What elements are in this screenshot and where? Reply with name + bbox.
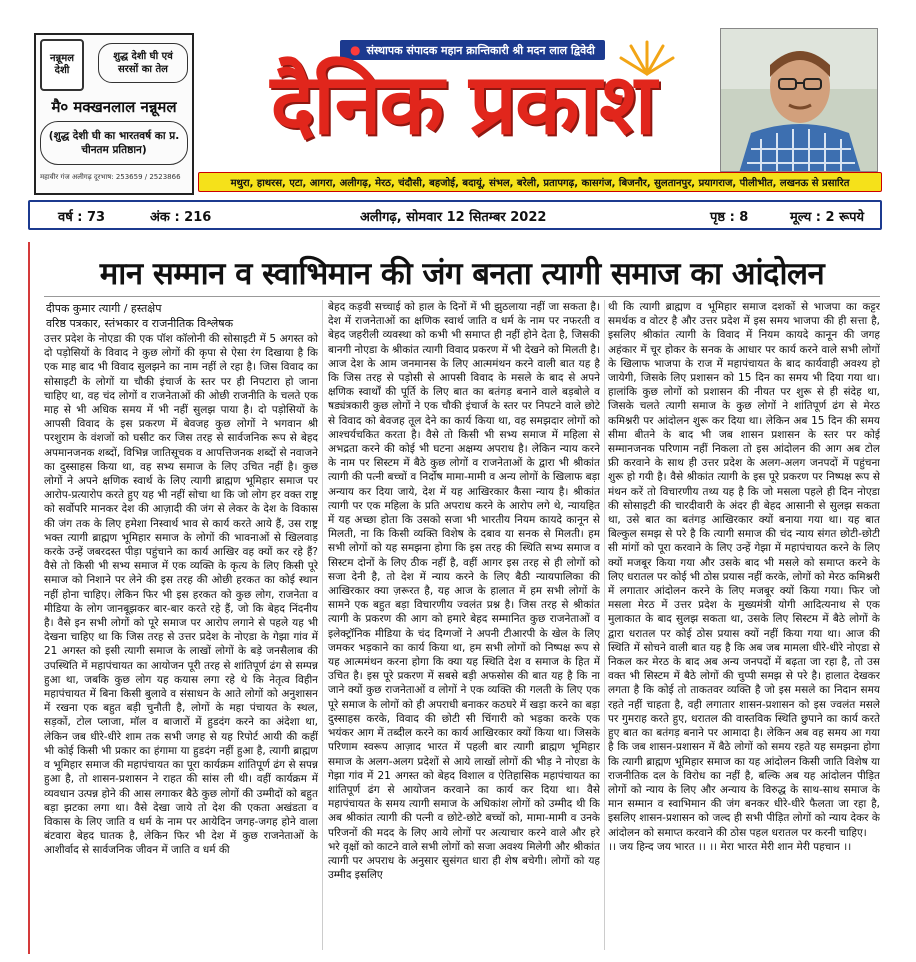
closing-slogan: ।। जय हिन्द जय भारत ।। ।। मेरा भारत मेरी शान मेरी पहचान ।।	[608, 840, 852, 853]
author-name: दीपक कुमार त्यागी / हस्तक्षेप	[46, 302, 162, 315]
column-3-text: थी कि त्यागी ब्राह्मण व भूमिहार समाज दशकों से भाजपा का कट्टर समर्थक व वोटर है और उत्तर प्रदेश में इस समय भाजपा की ही सत्ता है, इसलिए श्रीकांत त्यागी के विवाद में नियम कायदे कानून की जगह अहंकार में चूर होकर के सनक के आधार पर कार्य करने वाले सभी लोगों के खिलाफ भाजपा के राज में महापंचायत के बाद कार्यवाही अवश्य हो जायेगी, जिसके लिए प्रशासन को 15 दिन का समय भी दिया गया था। हालांकि कुछ लोगों को प्रशासन की नीयत पर शुरू से ही संदेह था, जिसके चलते त्यागी समाज के कुछ लोगों ने शांतिपूर्ण ढंग से मेरठ कमिश्नरी पर आंदोलन शुरू कर दिया था। लेकिन अब 15 दिन की समय सीमा बीतने के बाद भी जब शासन प्रशासन के स्तर पर कोई सम्मानजनक परिणाम नहीं निकला तो इस आंदोलन की आग अब टोल फ्री करवाने के साथ ही उत्तर प्रदेश के अलग-अलग जनपदों में पहुंचना शुरू हो गयी है। वैसे श्रीकांत त्यागी के इस पूरे प्रकरण पर निष्पक्ष रूप से मंथन करें तो विचारणीय तथ्य यह है कि जो मसला पहले ही दिन नोएडा की सोसाइटी की चारदीवारी के अंदर ही बेहद आसानी से सुलझ सकता था, उसे बात का बतंगड़ आखिरकार क्यों बनाया गया था। यह बात बिल्कुल समझ से परे है कि त्यागी समाज की चंद न्याय संगत छोटी-छोटी सी मांगों को पूरा करवाने के लिए उन्हें गेझा में महापंचायत करने के लिए क्यों मजबूर किया गया और उसके बाद भी मसले को समाप्त करने के लिए धरातल पर कोई भी ठोस प्रयास नहीं करके, लोगों को मेरठ कमिश्नरी में लगातार आंदोलन करने के लिए मजबूर क्यों किया गया। फिर जो मसला मेरठ में उत्तर प्रदेश के मुख्यमंत्री योगी आदित्यनाथ से एक मुलाकात के बाद सुलझ सकता था, उसके लिए सिस्टम में बैठे लोगों के द्वारा धरातल पर कोई ठोस प्रयास क्यों नहीं किया गया था। आज की स्थिति में सोचने वाली बात यह है कि अब जब मामला धीरे-धीरे नोएडा से निकल कर मेरठ के बाद अब अन्य जनपदों में बढ़ता जा रहा है, तो उस वक्त भी सिस्टम में बैठे लोगों की चुप्पी समझ से परे है। हालात देखकर लगता है कि कोई तो ताकतवर व्यक्ति है जो इस मसले का निदान समय रहते नहीं चाहता है, वही लगातार शासन-प्रशासन को इस ज्वलंत मसले पर गुमराह करते हुए, धरातल की वास्तविक स्थिति छुपाने का कार्य करते हुए बात का बतंगड़ बनाने पर आमादा है। लेकिन अब वह समय आ गया है कि जब शासन-प्रशासन में बैठे लोगों को समय रहते यह समझना होगा कि त्यागी ब्राह्मण भूमिहार समाज का यह आंदोलन किसी जाति विशेष या राजनीतिक दल के विरोध का नहीं है, बल्कि अब यह आंदोलन पीड़ित लोगों को न्याय के लिए और अन्याय के विरुद्ध के साथ-साथ समाज के मान सम्मान व स्वाभिमान की जंग बनकर धीरे-धीरे फैलता जा रहा है, इसलिए शासन-प्रशासन को जल्द ही सभी पीड़ित लोगों को न्याय देकर के आंदोलन को समाप्त करवाने की ठोस पहल धरातल पर करनी चाहिए।	[608, 301, 880, 839]
tag-line-1: शुद्ध देशी घी एवं	[113, 51, 173, 62]
byline	[46, 302, 316, 331]
newspaper-title: दैनिक प्रकाश	[270, 55, 655, 153]
logo-line-1: नन्नूमल	[49, 53, 74, 64]
tag-line-2: सरसों का तेल	[118, 64, 168, 75]
article-column-1	[44, 332, 318, 950]
founder-text: संस्थापक संपादक महान क्रान्तिकारी श्री मदन लाल द्विवेदी	[366, 43, 595, 57]
headline-divider	[44, 296, 880, 297]
circulation-cities: मथुरा, हाथरस, एटा, आगरा, अलीगढ़, मेरठ, चंदौसी, बहजोई, बदायूं, संभल, बरेली, प्रतापगढ़, कासगंज, बिजनौर, सुलतानपुर, प्रयागराज, पीलीभीत, लखनऊ से प्रसारित	[198, 172, 882, 192]
ad-address: महावीर गंज अलीगढ़ दूरभाष: 253659 / 2523866	[40, 173, 181, 181]
margin-rule	[28, 242, 30, 954]
price-label: मूल्य : 2 रूपये	[790, 210, 865, 225]
column-1-text: उत्तर प्रदेश के नोएडा की एक पॉश कॉलोनी की सोसाइटी में 5 अगस्त को दो पड़ोसियों के विवाद ने कुछ लोगों की कृपा से ऐसा रंग दिखाया है कि एक माह बाद भी विवाद सुलझने का नाम नहीं ले रहा है। जिस विवाद का सोसाइटी के लोगों या चौकी इंचार्ज के स्तर पर ही निपटारा हो जाना चाहिए था, वह चंद लोगों व राजनेताओं की ओछी राजनीति के चलते एक माह से भी अधिक समय में भी नहीं सुलझ पाया है। दो पड़ोसियों के आपसी विवाद के इस प्रकरण में बेवजह कुछ लोगों ने भगवान श्री परशुराम के वंशजों को घसीट कर जिस तरह से सार्वजनिक रूप से बेहद अपमानजनक शब्दों, विभिन्न जातिसूचक व आपत्तिजनक शब्दों से नवाजने का दुस्साहस किया था, वह सभ्य समाज के लिए उचित नहीं है। कुछ लोगों ने अपने क्षणिक स्वार्थ के लिए त्यागी ब्राह्मण भूमिहार समाज पर आरोप-प्रत्यारोप करते हुए यह भी नहीं सोचा था कि जो लोग हर वक्त राष्ट्र को सर्वोपरि मानकर देश की आज़ादी की जंग से लेकर के देश के विकास की जंग तक के लिए हमेशा निस्वार्थ भाव से कार्य करते आये हैं, उस राष्ट्र भक्त त्यागी ब्राह्मण भूमिहार समाज के लोगों की भावनाओं से खिलवाड़ करके उन्हें जबरदस्त पीड़ा पहुंचाने का कार्य आखिर वह क्यों कर रहे हैं? वैसे तो किसी भी सभ्य समाज में एक व्यक्ति के कृत्य के लिए किसी पूरे समाज को निशाने पर लेने की इस तरह की ओछी हरकत का कोई स्थान नहीं होना चाहिए। लेकिन फिर भी इस हरकत को कुछ लोग, राजनेता व मीडिया के लोग जानबूझकर बार-बार करते रहे हैं, जो कि बेहद निंदनीय है। वैसे इन सभी लोगों को पूरे समाज पर आरोप लगाने से पहले यह भी देखना चाहिए था कि जिस तरह से उत्तर प्रदेश के नोएडा के गेझा गांव में 21 अगस्त को इसी त्यागी समाज के लाखों लोगों के बड़े जनसैलाब की उपस्थिति में महापंचायत का आयोजन पूरी तरह से शांतिपूर्ण ढंग से सम्पन्न हुआ था, जबकि कुछ लोग यह कयास लगा रहे थे कि नेतृत्व विहीन महापंचायत में बिना किसी बुलावे व संसाधन के आते लोगों को अनुशासन में रखना एक बहुत बड़ी चुनौती है, लोगों के महा पंचायत के स्थल, सड़कों, टोल प्लाजा, मॉल व बाजारों में हुडदंग करने का अंदेशा था, लेकिन जब धीरे-धीरे शाम तक सभी जगह से यह रिपोर्ट आयी की कहीं भी कोई किसी भी प्रकार का हंगामा या हुडदंग नहीं हुआ है, त्यागी ब्राह्मण व भूमिहार समाज की महापंचायत का पूरा कार्यक्रम शांतिपूर्ण ढंग से सपन्न हुआ है, तो शासन-प्रशासन ने राहत की सांस ली थी। वहीं कार्यक्रम में व्यवधान उत्पन्न होने की आस लगाकर बैठे कुछ लोगों की उम्मीदों को बहुत बड़ा झटका लगा था। वैसे देखा जाये तो देश की एकता अखंडता व विकास के लिए जाति व धर्म के नाम पर आयेदिन जगह-जगह होने वाला बंटवारा बेहद घातक है, लेकिन फिर भी देश में कुछ राजनेताओं के आशीर्वाद से सार्वजनिक जीवन में जाति व धर्म की	[44, 333, 318, 857]
slogan-line-1: (शुद्ध देशी घी का भारतवर्ष का प्र.	[48, 129, 180, 142]
author-photo	[720, 28, 878, 172]
ad-slogan	[40, 121, 188, 165]
article-column-3	[608, 300, 880, 950]
logo-line-2: देशी	[54, 65, 70, 76]
column-divider	[322, 300, 323, 950]
masthead	[0, 0, 916, 238]
issue-number: अंक : 216	[150, 210, 212, 225]
column-2-text: बेहद कड़वी सच्चाई को हाल के दिनों में भी झुठलाया नहीं जा सकता है। देश में राजनेताओं का क्षणिक स्वार्थ जाति व धर्म के नाम पर नफरती व बेहद जहरीली व्यवस्था को कभी भी समाप्त ही नहीं होने देता है, जिसकी बानगी नोएडा के श्रीकांत त्यागी विवाद प्रकरण में भी देखने को मिलती है। आज देश के आम जनमानस के लिए आत्ममंथन करने वाली बात यह है कि जिस तरह से पड़ोसी से आपसी विवाद के मसले के बाद से अपने क्षणिक स्वार्थों की पूर्ति के लिए बात का बतंगड़ बनाने वाले बड़बोले व षड्यंत्रकारी कुछ लोगों ने एक चौकी इंचार्ज के स्तर पर निपटने वाले छोटे से विवाद को बेवजह तूल देने का कार्य किया था, वह समझदार लोगों को आश्चर्यचकित करता है। वैसे तो किसी भी सभ्य समाज में महिला से अभद्रता करने की कोई भी घटना अक्षम्य अपराध है। लेकिन न्याय करने के नाम पर सिस्टम में बैठे कुछ लोगों व राजनेताओं के द्वारा भी श्रीकांत त्यागी की पत्नी बच्चों व निर्दोष मामा-मामी व अन्य लोगों के खिलाफ बड़ा अन्याय कर दिया जाये, देश में यह आखिरकार कैसा न्याय है। श्रीकांत त्यागी पर एक महिला के प्रति अपराध करने के आरोप लगे थे, न्यायहित में यह अच्छा होता कि उसको सजा भी भारतीय नियम कायदे कानून से मिलती, ना कि किसी व्यक्ति विशेष के दबाव या सनक से मिलती। हम सभी लोगों को यह समझना होगा कि इस तरह की स्थिति सभ्य समाज व सिस्टम दोनों के लिए ठीक नहीं है, वहीं आगर इस तरह से ही लोगों को सजा देनी है, तो देश में न्याय करने के लिए बैठी न्यायपालिका की आखिरकार क्या ज़रूरत है, यह आज के हालात में हम सभी लोगों के सामने एक बहुत बड़ा विचारणीय ज्वलंत प्रश्न है। जिस तरह से श्रीकांत त्यागी के प्रकरण की आग को हमारे बेहद सम्मानित कुछ राजनेताओं व इलेक्ट्रॉनिक मीडिया के चंद दिग्गजों ने अपनी टीआरपी के खेल के लिए जमकर भड़काने का कार्य किया था, हम सभी लोगों को निष्पक्ष रूप से यह आत्ममंथन करना होगा कि क्या यह स्थिति देश व समाज के हित में उचित है। इस पूरे प्रकरण में सबसे बड़ी अफसोस की बात यह है कि ना जाने क्यों कुछ राजनेताओं व लोगों ने एक व्यक्ति की गलती के लिए एक पूरे समाज के लोगों को ही अपराधी बनाकर कठघरे में खड़ा करने का बड़ा दुस्साहस करके, विवाद की छोटी सी चिंगारी को भड़का करके एक भयंकर आग में तब्दील करने का कार्य आखिरकार क्यों किया था। जिसके परिणाम स्वरूप आज़ाद भारत में पहली बार त्यागी ब्राह्मण भूमिहार समाज के अलग-अलग प्रदेशों से आये लाखों लोगों की भीड़ ने नोएडा के गेझा गांव में 21 अगस्त को बेहद विशाल व ऐतिहासिक महापंचायत का शांतिपूर्ण ढंग से आयोजन करवाने का कार्य कर दिया था। वैसे महापंचायत के समय त्यागी समाज के अधिकांश लोगों को उम्मीद थी कि अब श्रीकांत त्यागी की पत्नी व छोटे-छोटे बच्चों को, मामा-मामी व उनके परिजनों की मदद के लिए आये लोगों पर अत्याचार करने वाले और हरे भरे वृक्षों को काटने वाले सभी लोगों को सजा अवश्य मिलेगी और श्रीकांत त्यागी पर अपराध के अनुसार सुसंगत धारा ही शेष बचेगी। लोगों को यह उम्मीद इसलिए	[328, 301, 600, 882]
year-label: वर्ष : 73	[58, 210, 106, 225]
issue-info-bar	[28, 200, 882, 230]
article-headline: मान सम्मान व स्वाभिमान की जंग बनता त्यागी समाज का आंदोलन	[99, 256, 825, 292]
dateline: अलीगढ़, सोमवार 12 सितम्बर 2022	[360, 210, 547, 225]
slogan-line-2: चीनतम प्रतिष्ठान)	[81, 144, 147, 156]
column-divider	[604, 300, 605, 950]
advertisement	[34, 33, 194, 195]
product-tag	[98, 43, 188, 83]
bullet-icon: ●	[350, 43, 361, 57]
page-count: पृष्ठ : 8	[710, 210, 749, 225]
article-column-2	[328, 300, 600, 950]
ad-brand-name: मै० मक्खनलाल नन्नूमल	[51, 98, 177, 116]
brand-logo	[40, 39, 84, 91]
author-role: वरिष्ठ पत्रकार, स्तंभकार व राजनीतिक विश्लेषक	[46, 316, 234, 330]
